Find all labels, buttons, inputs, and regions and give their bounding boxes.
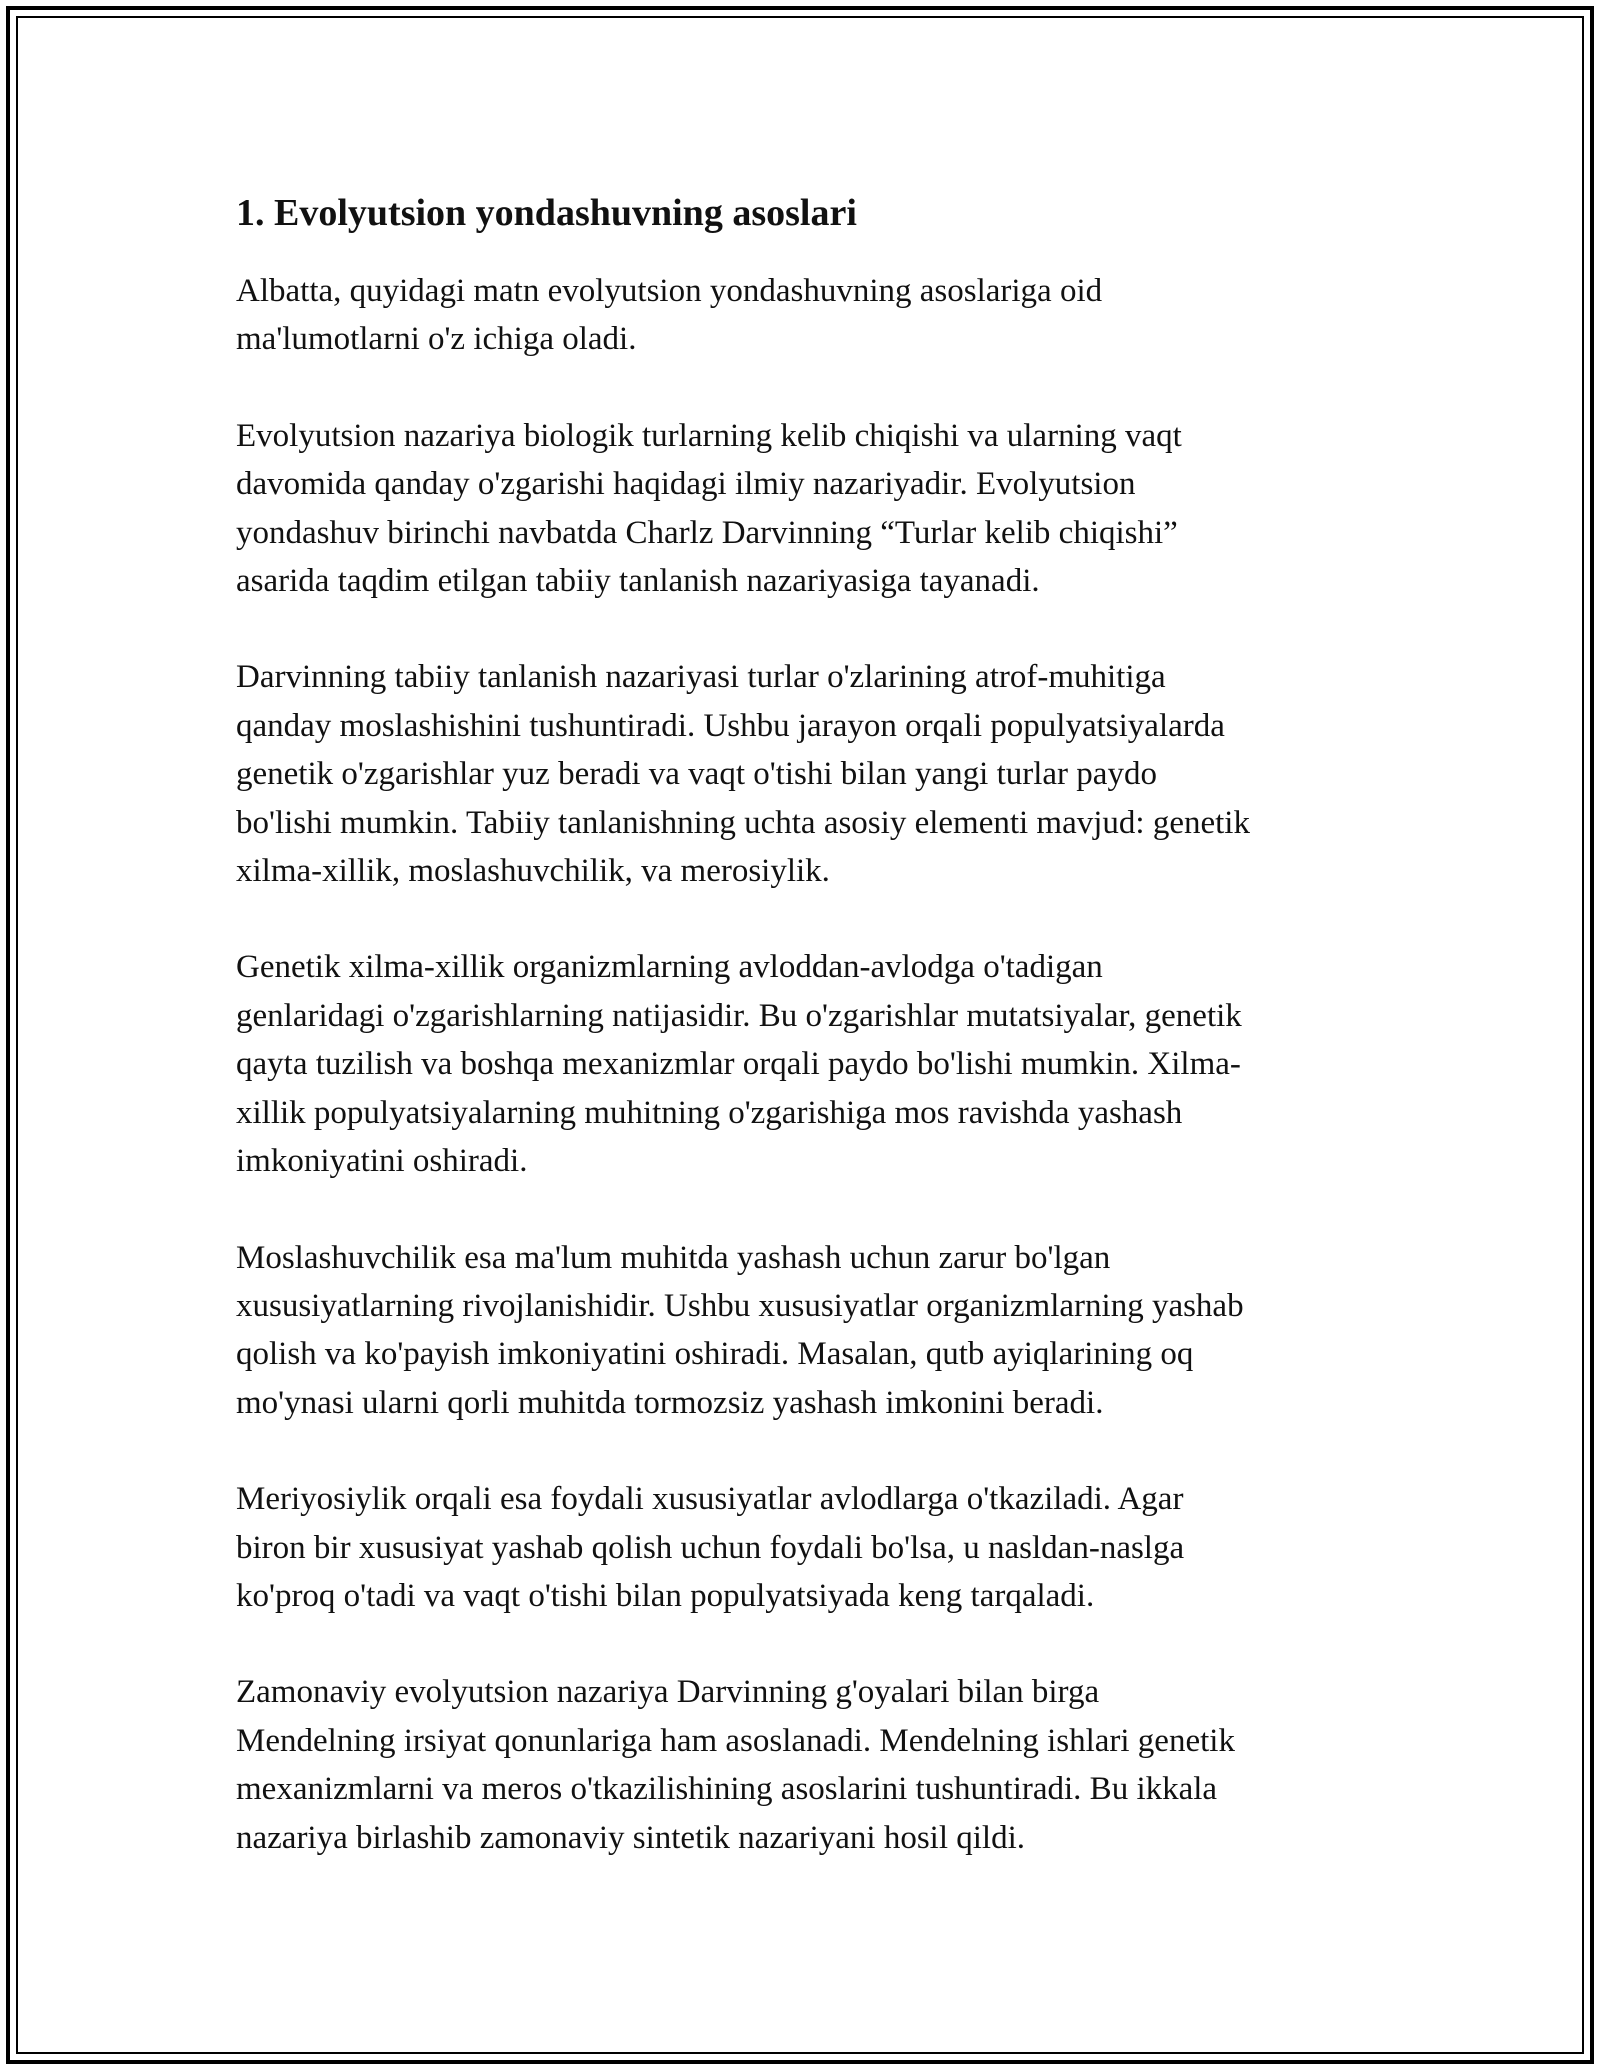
text-line: Genetik xilma-xillik organizmlarning avloddan-avlodga o'tadigan [236, 949, 1103, 986]
paragraph-intro [236, 267, 1386, 364]
text-line: bo'lishi mumkin. Tabiiy tanlanishning uchta asosiy elementi mavjud: genetik [236, 804, 1250, 841]
document-body [236, 185, 1386, 1862]
paragraph-evolution-theory [236, 412, 1386, 606]
text-line: Moslashuvchilik esa ma'lum muhitda yashash uchun zarur bo'lgan [236, 1239, 1111, 1276]
text-line: imkoniyatini oshiradi. [236, 1143, 528, 1180]
paragraph-heredity [236, 1475, 1386, 1620]
text-line: xillik populyatsiyalarning muhitning o'zgarishiga mos ravishda yashash [236, 1094, 1183, 1131]
text-line: Albatta, quyidagi matn evolyutsion yondashuvning asoslariga oid [236, 273, 1103, 309]
paragraph-adaptation [236, 1234, 1386, 1428]
text-line: genetik o'zgarishlar yuz beradi va vaqt o'tishi bilan yangi turlar paydo [236, 756, 1157, 793]
text-line: asarida taqdim etilgan tabiiy tanlanish nazariyasiga tayanadi. [236, 563, 1040, 600]
text-line: Evolyutsion nazariya biologik turlarning kelib chiqishi va ularning vaqt [236, 417, 1182, 454]
text-line: yondashuv birinchi navbatda Charlz Darvinning “Turlar kelib chiqishi” [236, 514, 1178, 551]
text-line: Darvinning tabiiy tanlanish nazariyasi turlar o'zlarining atrof-muhitiga [236, 659, 1166, 696]
text-line: xususiyatlarning rivojlanishidir. Ushbu xususiyatlar organizmlarning yashab [236, 1287, 1244, 1324]
text-line: Meriyosiylik orqali esa foydali xususiyatlar avlodlarga o'tkaziladi. Agar [236, 1481, 1184, 1518]
text-line: ko'proq o'tadi va vaqt o'tishi bilan populyatsiyada keng tarqaladi. [236, 1577, 1095, 1614]
text-line: mexanizmlarni va meros o'tkazilishining asoslarini tushuntiradi. Bu ikkala [236, 1771, 1218, 1808]
text-line: qanday moslashishini tushuntiradi. Ushbu jarayon orqali populyatsiyalarda [236, 707, 1225, 744]
text-line: biron bir xususiyat yashab qolish uchun foydali bo'lsa, u nasldan-naslga [236, 1529, 1185, 1566]
text-line: davomida qanday o'zgarishi haqidagi ilmiy nazariyadir. Evolyutsion [236, 466, 1136, 503]
text-line: mo'ynasi ularni qorli muhitda tormozsiz yashash imkonini beradi. [236, 1384, 1104, 1421]
text-line: ma'lumotlarni o'z ichiga oladi. [236, 321, 637, 358]
text-line: nazariya birlashib zamonaviy sintetik nazariyani hosil qildi. [236, 1819, 1026, 1856]
paragraph-natural-selection [236, 653, 1386, 895]
text-line: genlaridagi o'zgarishlarning natijasidir. Bu o'zgarishlar mutatsiyalar, genetik [236, 997, 1242, 1034]
text-line: qolish va ko'payish imkoniyatini oshiradi. Masalan, qutb ayiqlarining oq [236, 1336, 1194, 1373]
paragraph-genetic-diversity [236, 943, 1386, 1185]
text-line: qayta tuzilish va boshqa mexanizmlar orqali paydo bo'lishi mumkin. Xilma- [236, 1046, 1241, 1083]
paragraph-modern-synthesis [236, 1668, 1386, 1862]
text-line: Zamonaviy evolyutsion nazariya Darvinning g'oyalari bilan birga [236, 1674, 1100, 1711]
section-heading: 1. Evolyutsion yondashuvning asoslari [236, 192, 857, 234]
text-line: Mendelning irsiyat qonunlariga ham asoslanadi. Mendelning ishlari genetik [236, 1722, 1235, 1759]
text-line: xilma-xillik, moslashuvchilik, va merosiylik. [236, 853, 830, 890]
